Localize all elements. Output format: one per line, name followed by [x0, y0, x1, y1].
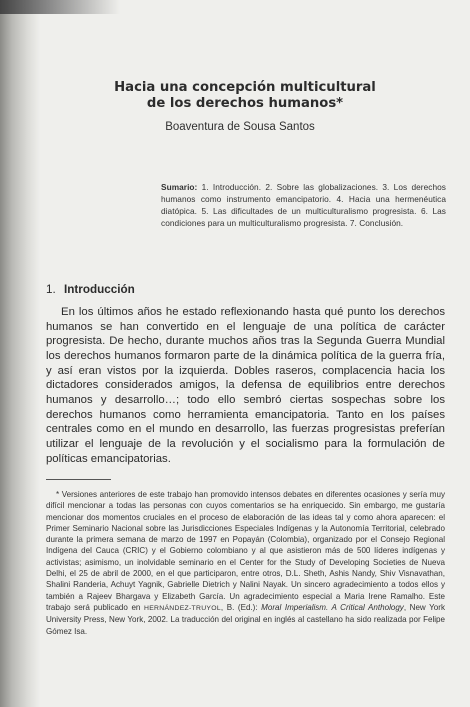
author: Boaventura de Sousa Santos [165, 121, 315, 133]
footnote-rule [46, 479, 111, 480]
footnote-author-smallcaps: HERNÁNDEZ-TRUYOL [143, 604, 221, 612]
section-heading [46, 283, 426, 296]
footnote-part-1: * Versiones anteriores de este trabajo han promovido intensos debates en diferentes ocasiones y sería muy difícil mencionar a todas las personas con cuyos comentarios se ha enriquecido. Sin embargo, me gustaría mencionar dos momentos cruciales en el proceso de elaboración de las ideas tal y como ahora aparecen: el Primer Seminario Nacional sobre las Jurisdicciones Especiales Indígenas y la Autonomía Territorial, celebrado durante la primera semana de marzo de 1997 en Popayán (Colombia), organizado por el Consejo Regional Indígena del Cauca (CRIC) y el Gobierno colombiano y al que asistieron más de 500 líderes indígenas y activistas; asimismo, un inolvidable seminario en el Center for the Study of Developing Societies de Nueva Delhi, el 25 de abril de 2000, en el que participaron, entre otros, D.L. Sheth, Ashis Nandy, Shiv Visnavathan, Shalini Randeria, Achuyt Yagnik, Gabrielle Dietrich y Nalini Nayak. Un sincero agradecimiento a todos ellos y también a Rajeev Bhargava y Elizabeth García. Un agradecimiento especial a Maria Irene Ramalho. Este trabajo será publicado en [46, 490, 445, 612]
body-paragraph: En los últimos años he estado reflexionando hasta qué punto los derechos humanos se han convertido en el lenguaje de una política de carácter progresista. De hecho, durante muchos años tras la Segunda Guerra Mundial los derechos humanos formaron parte de la dinámica política de la guerra fría, y así eran vistos por la izquierda. Dobles raseros, complacencia hacia los dictadores considerados amigos, la defensa de equilibrios entre derechos humanos y desarrollo…; todo ello sembró ciertas sospechas sobre los derechos humanos como herramienta emancipatoria. Tanto en los países centrales como en el mundo en desarrollo, las fuerzas progresistas preferían utilizar el lenguaje de la revolución y el socialismo para la formulación de políticas emancipatorias. [46, 306, 445, 465]
section-number: 1. [46, 283, 56, 296]
section-title: Introducción [64, 283, 135, 296]
summary-label: Sumario: [161, 182, 198, 192]
summary-block [161, 181, 446, 229]
title-line-2: de los derechos humanos* [146, 96, 344, 111]
footnote [46, 489, 445, 637]
title-line-1: Hacia una concepción multicultural [114, 80, 376, 95]
footnote-book-title: Moral Imperialism. A Critical Anthology [261, 602, 404, 612]
footnote-part-3: , New York University Press, New York, 2002. La traducción del original en inglés al castellano ha sido realizada por Felipe Gómez Isa. [46, 602, 445, 636]
summary-text: 1. Introducción. 2. Sobre las globalizaciones. 3. Los derechos humanos como instrumento emancipatorio. 4. Hacia una hermenéutica diatópica. 5. Las dificultades de un multiculturalismo progresista. 6. Las condiciones para un multiculturalismo progresista. 7. Conclusión. [161, 182, 446, 229]
footnote-part-2: , B. (Ed.): [220, 602, 262, 612]
